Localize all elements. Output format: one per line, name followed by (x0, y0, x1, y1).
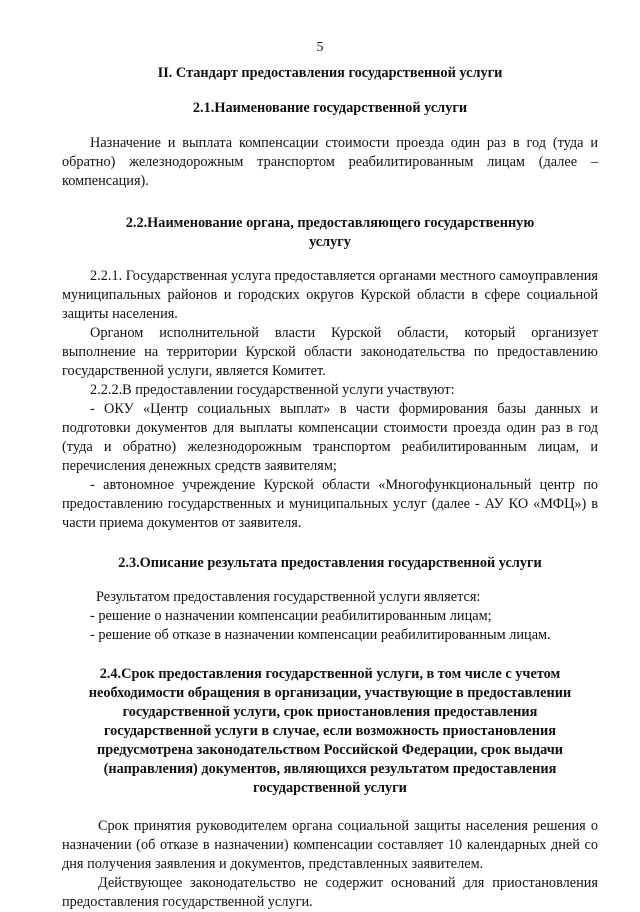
s23-list-item-1: - решение о назначении компенсации реабилитированным лицам; (90, 608, 492, 624)
s24-title-line: необходимости обращения в организации, участвующие в предоставлении (88, 685, 572, 701)
s22-paragraph-1: 2.2.1. Государственная услуга предоставляется органами местного самоуправления муниципальных районов и городских округов Курской области в сфере социальной защиты населения. (62, 268, 598, 322)
s24-title-line: государственной услуги в случае, если возможность приостановления (104, 723, 556, 739)
s23-title: 2.3.Описание результата предоставления государственной услуги (118, 555, 542, 571)
s22-title-line2: услугу (309, 234, 351, 250)
s21-text: Назначение и выплата компенсации стоимости проезда один раз в год (туда и обратно) железнодорожным транспортом реабилитированным лицам (далее – компенсация). (62, 135, 598, 189)
s22-paragraph-4: - ОКУ «Центр социальных выплат» в части формирования базы данных и подготовки документов для выплаты компенсации стоимости проезда один раз в год (туда и обратно) железнодорожным транспортом реабилитированным лицам, и перечисления денежных средств заявителям; (62, 401, 598, 474)
s24-title-line: государственной услуги (253, 780, 407, 796)
s24-paragraph-1: Срок принятия руководителем органа социальной защиты населения решения о назначении (об отказе в назначении) компенсации составляет 10 календарных дней со дня получения заявления и документов, представленных заявителем. (62, 818, 598, 872)
s23-paragraph-1: Результатом предоставления государственной услуги является: (96, 589, 481, 605)
s22-title-line1: 2.2.Наименование органа, предоставляющего государственную (125, 215, 535, 231)
s22-paragraph-5: - автономное учреждение Курской области «Многофункциональный центр по предоставлению государственных и муниципальных услуг (далее - АУ КО «МФЦ») в части приема документов от заявителя. (62, 477, 598, 531)
s23-list-item-2: - решение об отказе в назначении компенсации реабилитированным лицам. (90, 627, 551, 643)
s24-title-line: предусмотрена законодательством Российской Федерации, срок выдачи (96, 742, 564, 758)
s24-title-line: (направления) документов, являющихся результатом предоставления (103, 761, 557, 777)
s22-paragraph-3: 2.2.2.В предоставлении государственной услуги участвуют: (90, 382, 455, 398)
section-title: II. Стандарт предоставления государственной услуги (157, 65, 503, 81)
s24-title-line: государственной услуги, срок приостановления предоставления (122, 704, 538, 720)
s24-title-line: 2.4.Срок предоставления государственной услуги, в том числе с учетом (99, 666, 561, 682)
s24-paragraph-2: Действующее законодательство не содержит оснований для приостановления предоставления государственной услуги. (62, 875, 598, 910)
s21-title: 2.1.Наименование государственной услуги (192, 100, 468, 116)
page-number: 5 (316, 40, 324, 55)
s22-paragraph-2: Органом исполнительной власти Курской области, который организует выполнение на территории Курской области законодательства по предоставлению государственной услуги, является Комитет. (62, 325, 598, 379)
s24-title (62, 665, 598, 798)
